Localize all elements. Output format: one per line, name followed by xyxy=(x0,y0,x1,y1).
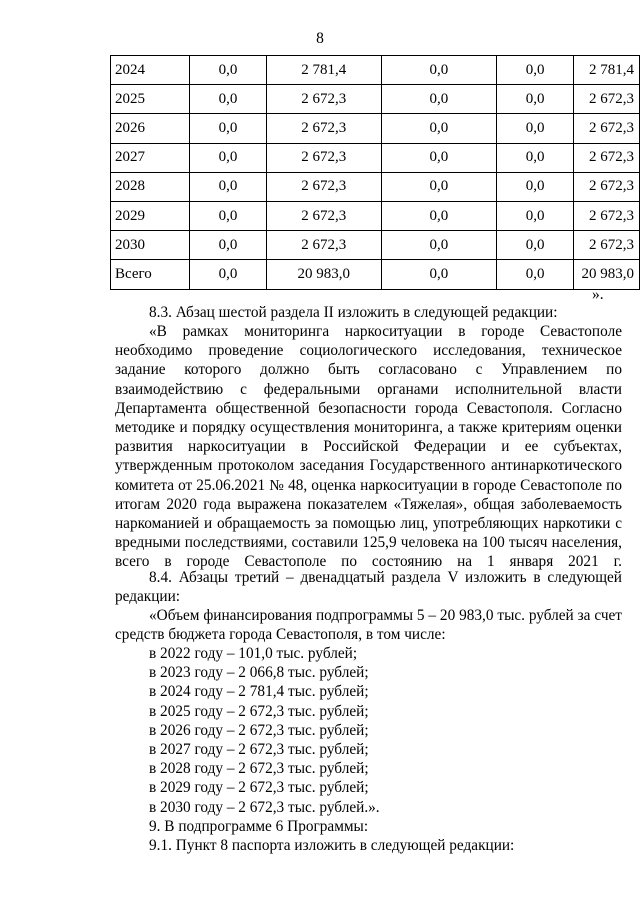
table-closing-quote: ». xyxy=(592,286,604,303)
table-row xyxy=(111,172,640,201)
paragraph-8-4: 8.4. Абзацы третий – двенадцатый раздела V изложить в следующей редакции: xyxy=(115,569,622,606)
table-row xyxy=(111,260,640,289)
table-cell-col-5: 0,0 xyxy=(497,201,574,230)
table-cell-col-5: 0,0 xyxy=(497,231,574,260)
table-cell-col-4: 0,0 xyxy=(381,260,497,289)
table-row xyxy=(111,231,640,260)
table-cell-col-2: 0,0 xyxy=(190,231,267,260)
year-financing-item: в 2026 году – 2 672,3 тыс. рублей; xyxy=(149,721,369,739)
table-cell-col-5: 0,0 xyxy=(497,260,574,289)
paragraph-8-3: 8.3. Абзац шестой раздела II изложить в следующей редакции: xyxy=(149,304,558,321)
financing-table xyxy=(110,55,640,290)
table-cell-col-2: 0,0 xyxy=(190,56,267,85)
table-cell-col-4: 0,0 xyxy=(381,85,497,114)
paragraph-monitoring: «В рамках мониторинга наркоситуации в городе Севастополе необходимо проведение социологического исследования, техническое задание которого должно быть согласовано с Управлением по взаимодействию с федеральными органами исполнительной власти Департамента общественной безопасности города Севастополя. Согласно методике и порядку осуществления мониторинга, а также критериям оценки развития наркоситуации в Российской Федерации и ее субъектах, утвержденным протоколом заседания Государственного антинаркотического комитета от 25.06.2021 № 48, оценка наркоситуации в городе Севастополе по итогам 2020 года выражена показателем «Тяжелая», общая заболеваемость наркоманией и обращаемость за помощью лиц, употребляющих наркотики с вредными последствиями, составили 125,9 человека на 100 тысяч населения, всего в городе Севастополе по состоянию на 1 января 2021 г. xyxy=(115,323,622,571)
table-cell-year: 2029 xyxy=(111,201,190,230)
table-cell-col-2: 0,0 xyxy=(190,85,267,114)
table-cell-col-3: 2 672,3 xyxy=(266,143,381,172)
table-cell-col-2: 0,0 xyxy=(190,172,267,201)
table-cell-year: 2025 xyxy=(111,85,190,114)
table-cell-col-3: 2 672,3 xyxy=(266,85,381,114)
table-cell-total: 2 672,3 xyxy=(574,114,640,143)
table-cell-total: 2 672,3 xyxy=(574,172,640,201)
table-cell-col-3: 2 672,3 xyxy=(266,172,381,201)
table-cell-col-4: 0,0 xyxy=(381,114,497,143)
paragraph-9-1: 9.1. Пункт 8 паспорта изложить в следующей редакции: xyxy=(149,837,515,854)
table-cell-year: Всего xyxy=(111,260,190,289)
table-cell-total: 2 672,3 xyxy=(574,231,640,260)
table-cell-col-5: 0,0 xyxy=(497,114,574,143)
year-financing-item: в 2024 году – 2 781,4 тыс. рублей; xyxy=(149,683,369,701)
table-cell-col-3: 2 672,3 xyxy=(266,114,381,143)
table-cell-col-4: 0,0 xyxy=(381,56,497,85)
table-cell-col-5: 0,0 xyxy=(497,56,574,85)
table-cell-year: 2026 xyxy=(111,114,190,143)
table-cell-total: 2 672,3 xyxy=(574,143,640,172)
table-cell-year: 2027 xyxy=(111,143,190,172)
table-cell-col-4: 0,0 xyxy=(381,143,497,172)
table-cell-col-3: 2 672,3 xyxy=(266,201,381,230)
table-cell-col-3: 2 781,4 xyxy=(266,56,381,85)
page-number: 8 xyxy=(316,30,324,47)
year-financing-item: в 2030 году – 2 672,3 тыс. рублей.». xyxy=(149,798,380,816)
table-cell-total: 2 672,3 xyxy=(574,201,640,230)
financing-table-body xyxy=(111,56,640,290)
year-financing-item: в 2027 году – 2 672,3 тыс. рублей; xyxy=(149,741,369,758)
table-cell-year: 2030 xyxy=(111,231,190,260)
table-cell-col-4: 0,0 xyxy=(381,172,497,201)
table-cell-year: 2028 xyxy=(111,172,190,201)
year-financing-item: в 2025 году – 2 672,3 тыс. рублей; xyxy=(149,702,369,720)
table-cell-col-3: 2 672,3 xyxy=(266,231,381,260)
table-cell-col-2: 0,0 xyxy=(190,143,267,172)
table-cell-total: 20 983,0 xyxy=(574,260,640,289)
table-cell-col-5: 0,0 xyxy=(497,172,574,201)
table-cell-col-4: 0,0 xyxy=(381,201,497,230)
table-cell-year: 2024 xyxy=(111,56,190,85)
paragraph-9: 9. В подпрограмме 6 Программы: xyxy=(149,818,369,835)
table-cell-col-2: 0,0 xyxy=(190,114,267,143)
table-row xyxy=(111,85,640,114)
table-cell-col-2: 0,0 xyxy=(190,201,267,230)
table-row xyxy=(111,143,640,172)
table-row xyxy=(111,56,640,85)
year-financing-item: в 2029 году – 2 672,3 тыс. рублей; xyxy=(149,779,369,797)
table-cell-col-2: 0,0 xyxy=(190,260,267,289)
table-cell-col-5: 0,0 xyxy=(497,85,574,114)
table-row xyxy=(111,114,640,143)
table-cell-col-4: 0,0 xyxy=(381,231,497,260)
table-cell-col-3: 20 983,0 xyxy=(266,260,381,289)
paragraph-financing-volume: «Объем финансирования подпрограммы 5 – 20 983,0 тыс. рублей за счет средств бюджета города Севастополя, в том числе: xyxy=(115,607,622,644)
table-cell-total: 2 781,4 xyxy=(574,56,640,85)
year-financing-item: в 2022 году – 101,0 тыс. рублей; xyxy=(149,645,358,662)
table-row xyxy=(111,201,640,230)
table-cell-total: 2 672,3 xyxy=(574,85,640,114)
year-financing-item: в 2023 году – 2 066,8 тыс. рублей; xyxy=(149,664,369,682)
year-financing-item: в 2028 году – 2 672,3 тыс. рублей; xyxy=(149,760,369,778)
table-cell-col-5: 0,0 xyxy=(497,143,574,172)
